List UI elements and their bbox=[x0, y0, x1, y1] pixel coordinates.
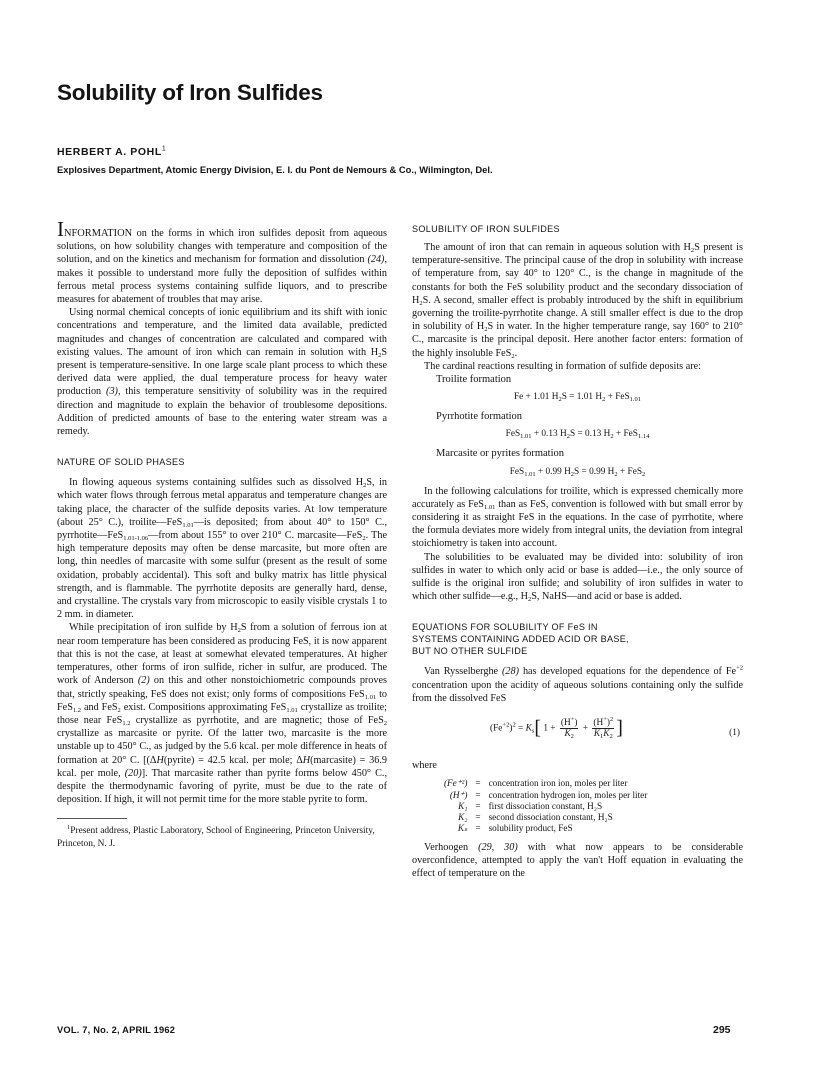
equation-troilite: Fe + 1.01 $H_2S = 1.01$ $H_2 + FeS_{1.01}$ bbox=[513, 392, 642, 404]
solubility-paragraph-1: The amount of iron that can remain in aqueous solution with $H_2S$ present is temperature-sensitive. The principal cause of the drop in solubility with increase of temperature from, say 40° to 120° C., is the change in magnitude of the constants for both the FeS solubility product and the secondary dissociation of $H_2S$. A second, smaller effect is probably introduced by the shift in equilibrium governing the troilite-pyrrhotite change. A still smaller effect is due to the drop in solubility of $H_2S$ in water. In the higher temperature range, say 160° to 210° C., marcasite is the principal deposit. Here another factor enters: formation of the highly insoluble FeS$_2$. bbox=[412, 242, 743, 360]
definition-equals: = bbox=[475, 823, 481, 834]
intro-paragraph-2: Using normal chemical concepts of ionic equilibrium and its shift with ionic concentrations and temperature, and the limited data available, predicted magnitudes and changes of concentration are calculated and compared with existing values. The amount of iron which can remain in solution with $H_2S$ present is temperature-sensitive. In one large scale plant process to which these derived data were applied, the dual temperature process for heavy water production (3), this temperature sensitivity of solubility was in the required direction and magnitude to explain the behavior of troublesome depositions. Addition of predicted amounts of base to the entering water stream was a remedy. bbox=[57, 307, 387, 438]
equation-1 bbox=[412, 713, 743, 753]
right-column bbox=[412, 223, 743, 880]
definition-equals: = bbox=[475, 789, 481, 800]
nature-paragraph-1: In flowing aqueous systems containing sulfides such as dissolved $H_2S$, in which water flows through ferrous metal apparatus and temperature changes are taking place, the character of the sulfide deposits varies. At low temperature (about 25° C.), troilite—FeS$_{1.01}$—is deposited; from about 40° to 150° C., pyrrhotite—FeS$_{1.01-1.06}$—from about 155° to over 210° C. marcasite—FeS$_2$. The high temperature deposits may often be dense marcasite, but more often are long, thin needles of marcasite with some sulfur (present as the result of some oxidation, probably accidental). This soft and bulky matrix has little physical strength, and is flammable. The pyrrhotite deposits are generally hard, dense, and crystalline. The crystals vary from microscopic to easily visible crystals 1 to 2 mm. in diameter. bbox=[57, 477, 388, 621]
where-label: where bbox=[412, 760, 437, 772]
definition-symbol: K₂ bbox=[458, 812, 468, 823]
definition-row bbox=[440, 823, 651, 834]
equation-pyrrhotite: FeS$_{1.01}$ + 0.13 $H_2S = 0.13$ $H_2 + FeS_{1.14}$ bbox=[505, 429, 650, 441]
definition-meaning: concentration iron ion, moles per liter bbox=[488, 778, 628, 789]
definition-row bbox=[440, 790, 651, 801]
definition-equals: = bbox=[475, 812, 481, 823]
definition-row bbox=[440, 778, 651, 789]
page-number: 295 bbox=[713, 1024, 731, 1036]
label-pyrrhotite: Pyrrhotite formation bbox=[436, 411, 523, 423]
author-footnote-mark: 1 bbox=[161, 145, 167, 153]
section-heading-equations bbox=[412, 621, 743, 657]
solubility-paragraph-2: The cardinal reactions resulting in formation of sulfide deposits are: bbox=[424, 360, 701, 372]
definition-symbol: (Fe⁺²) bbox=[444, 778, 468, 789]
intro-paragraph: INFORMATION on the forms in which iron sulfides deposit from aqueous solutions, on how solubility changes with temperature and composition of the solution, and on the kinetics and mechanism for formation and dissolution (24), makes it possible to understand more fully the deposition of sulfides within ferrous metal process systems containing sulfide liquors, and to prescribe measures for abatement of troubles that may arise. bbox=[57, 217, 387, 306]
section-heading-solubility: SOLUBILITY OF IRON SULFIDES bbox=[412, 224, 560, 234]
definition-meaning: first dissociation constant, H₂S bbox=[488, 800, 603, 811]
footer-journal: VOL. 7, No. 2, APRIL 1962 bbox=[57, 1025, 176, 1035]
author-affiliation: Explosives Department, Atomic Energy Division, E. I. du Pont de Nemours & Co., Wilmington, Del. bbox=[57, 164, 493, 175]
definition-meaning: concentration hydrogen ion, moles per liter bbox=[488, 789, 648, 800]
equations-paragraph-2: Verhoogen (29, 30) with what now appears to be considerable overconfidence, attempted to apply the van't Hoff equation in evaluating the effect of temperature on the bbox=[412, 841, 744, 880]
definition-symbol: Kₛ bbox=[457, 823, 468, 834]
definition-equals: = bbox=[475, 778, 481, 789]
symbol-definitions-body bbox=[440, 778, 651, 834]
definition-symbol: (H⁺) bbox=[449, 789, 468, 800]
nature-paragraph-2: While precipitation of iron sulfide by $H_2S$ from a solution of ferrous ion at near room temperature has been considered as producing FeS, it is now apparent that this is not the case, at least at somewhat elevated temperatures. At higher temperatures, other forms of iron sulfide, richer in sulfur, are produced. The work of Anderson (2) on this and other nonstoichiometric compounds proves that, strictly speaking, FeS does not exist; only forms of compositions FeS$_{1.01}$ to FeS$_{1.2}$ and FeS$_2$ exist. Compositions approximating FeS$_{1.01}$ crystallize as troilite; those near FeS$_{1.2}$ crystallize as pyrrhotite, and are magnetic; those of FeS$_2$ crystallize as marcasite or pyrite. Of the latter two, marcasite is the more unstable up to 450° C., as judged by the 5.6 kcal. per mole difference in heats of formation at 20° C. [(ΔH(pyrite) = 42.5 kcal. per mole; ΔH(marcasite) = 36.9 kcal. per mole, (20)]. That marcasite rather than pyrite forms below 450° C., despite the thermodynamic favoring of pyrite, must be due to the rate of deposition. If high, it will not permit time for the more stable pyrite to form. bbox=[57, 622, 388, 806]
footnote-mark: 1 bbox=[67, 824, 71, 832]
author-text: HERBERT A. POHL bbox=[57, 146, 162, 158]
equation-1-number: (1) bbox=[729, 728, 740, 739]
definition-symbol: K₁ bbox=[458, 800, 468, 811]
footnote-text: Present address, Plastic Laboratory, School of Engineering, Princeton University, Princeton, N. J. bbox=[57, 826, 375, 849]
footnote-rule bbox=[57, 818, 127, 819]
symbol-definitions bbox=[440, 778, 651, 834]
definition-meaning: second dissociation constant, H₂S bbox=[488, 812, 613, 823]
solubility-paragraph-4: The solubilities to be evaluated may be divided into: solubility of iron sulfides in water to which only acid or base is added—i.e., the only source of sulfide is the original iron sulfide; and solubility of iron sulfides in water to which other sulfide—e.g., $H_2S$, NaHS—and acid or base is added. bbox=[412, 551, 743, 604]
section-heading-nature: NATURE OF SOLID PHASES bbox=[57, 457, 185, 468]
definition-row bbox=[440, 801, 651, 812]
label-troilite: Troilite formation bbox=[436, 374, 512, 386]
equations-heading-line-3: BUT NO OTHER SULFIDE bbox=[412, 646, 528, 657]
equations-paragraph-1: Van Rysselberghe (28) has developed equations for the dependence of $Fe^{+2}$ concentration upon the acidity of aqueous solutions containing only the sulfide from the dissolved FeS bbox=[412, 665, 743, 704]
definition-meaning: solubility product, FeS bbox=[488, 823, 573, 834]
equations-heading-line-2: SYSTEMS CONTAINING ADDED ACID OR BASE, bbox=[412, 634, 629, 645]
equation-marcasite: FeS$_{1.01}$ + 0.99 $H_2S = 0.99$ $H_2 + FeS_2$ bbox=[509, 466, 646, 478]
definition-equals: = bbox=[475, 800, 481, 811]
author-name bbox=[57, 146, 166, 158]
label-marcasite: Marcasite or pyrites formation bbox=[436, 448, 564, 460]
definition-row bbox=[440, 812, 651, 823]
solubility-paragraph-3: In the following calculations for troilite, which is expressed chemically more accurately as FeS$_{1.01}$ than as FeS, convention is followed with but small error by considering it as straight FeS in the equations. In the case of pyrrhotite, where the formula deviates more widely from integral units, the deviation from integral stoichiometry is taken into account. bbox=[412, 485, 743, 550]
page-title: Solubility of Iron Sulfides bbox=[57, 80, 323, 105]
equation-1-body: $(Fe^{+2})^2 = K_s$[ 1 + $\frac{(H^+)}{K_2}$ + $\frac{(H^+)^2}{K_1K_2}$ ] bbox=[490, 715, 623, 741]
footnote bbox=[57, 825, 387, 850]
equations-heading-line-1: EQUATIONS FOR SOLUBILITY OF FeS IN bbox=[412, 622, 598, 633]
left-column bbox=[57, 217, 388, 850]
